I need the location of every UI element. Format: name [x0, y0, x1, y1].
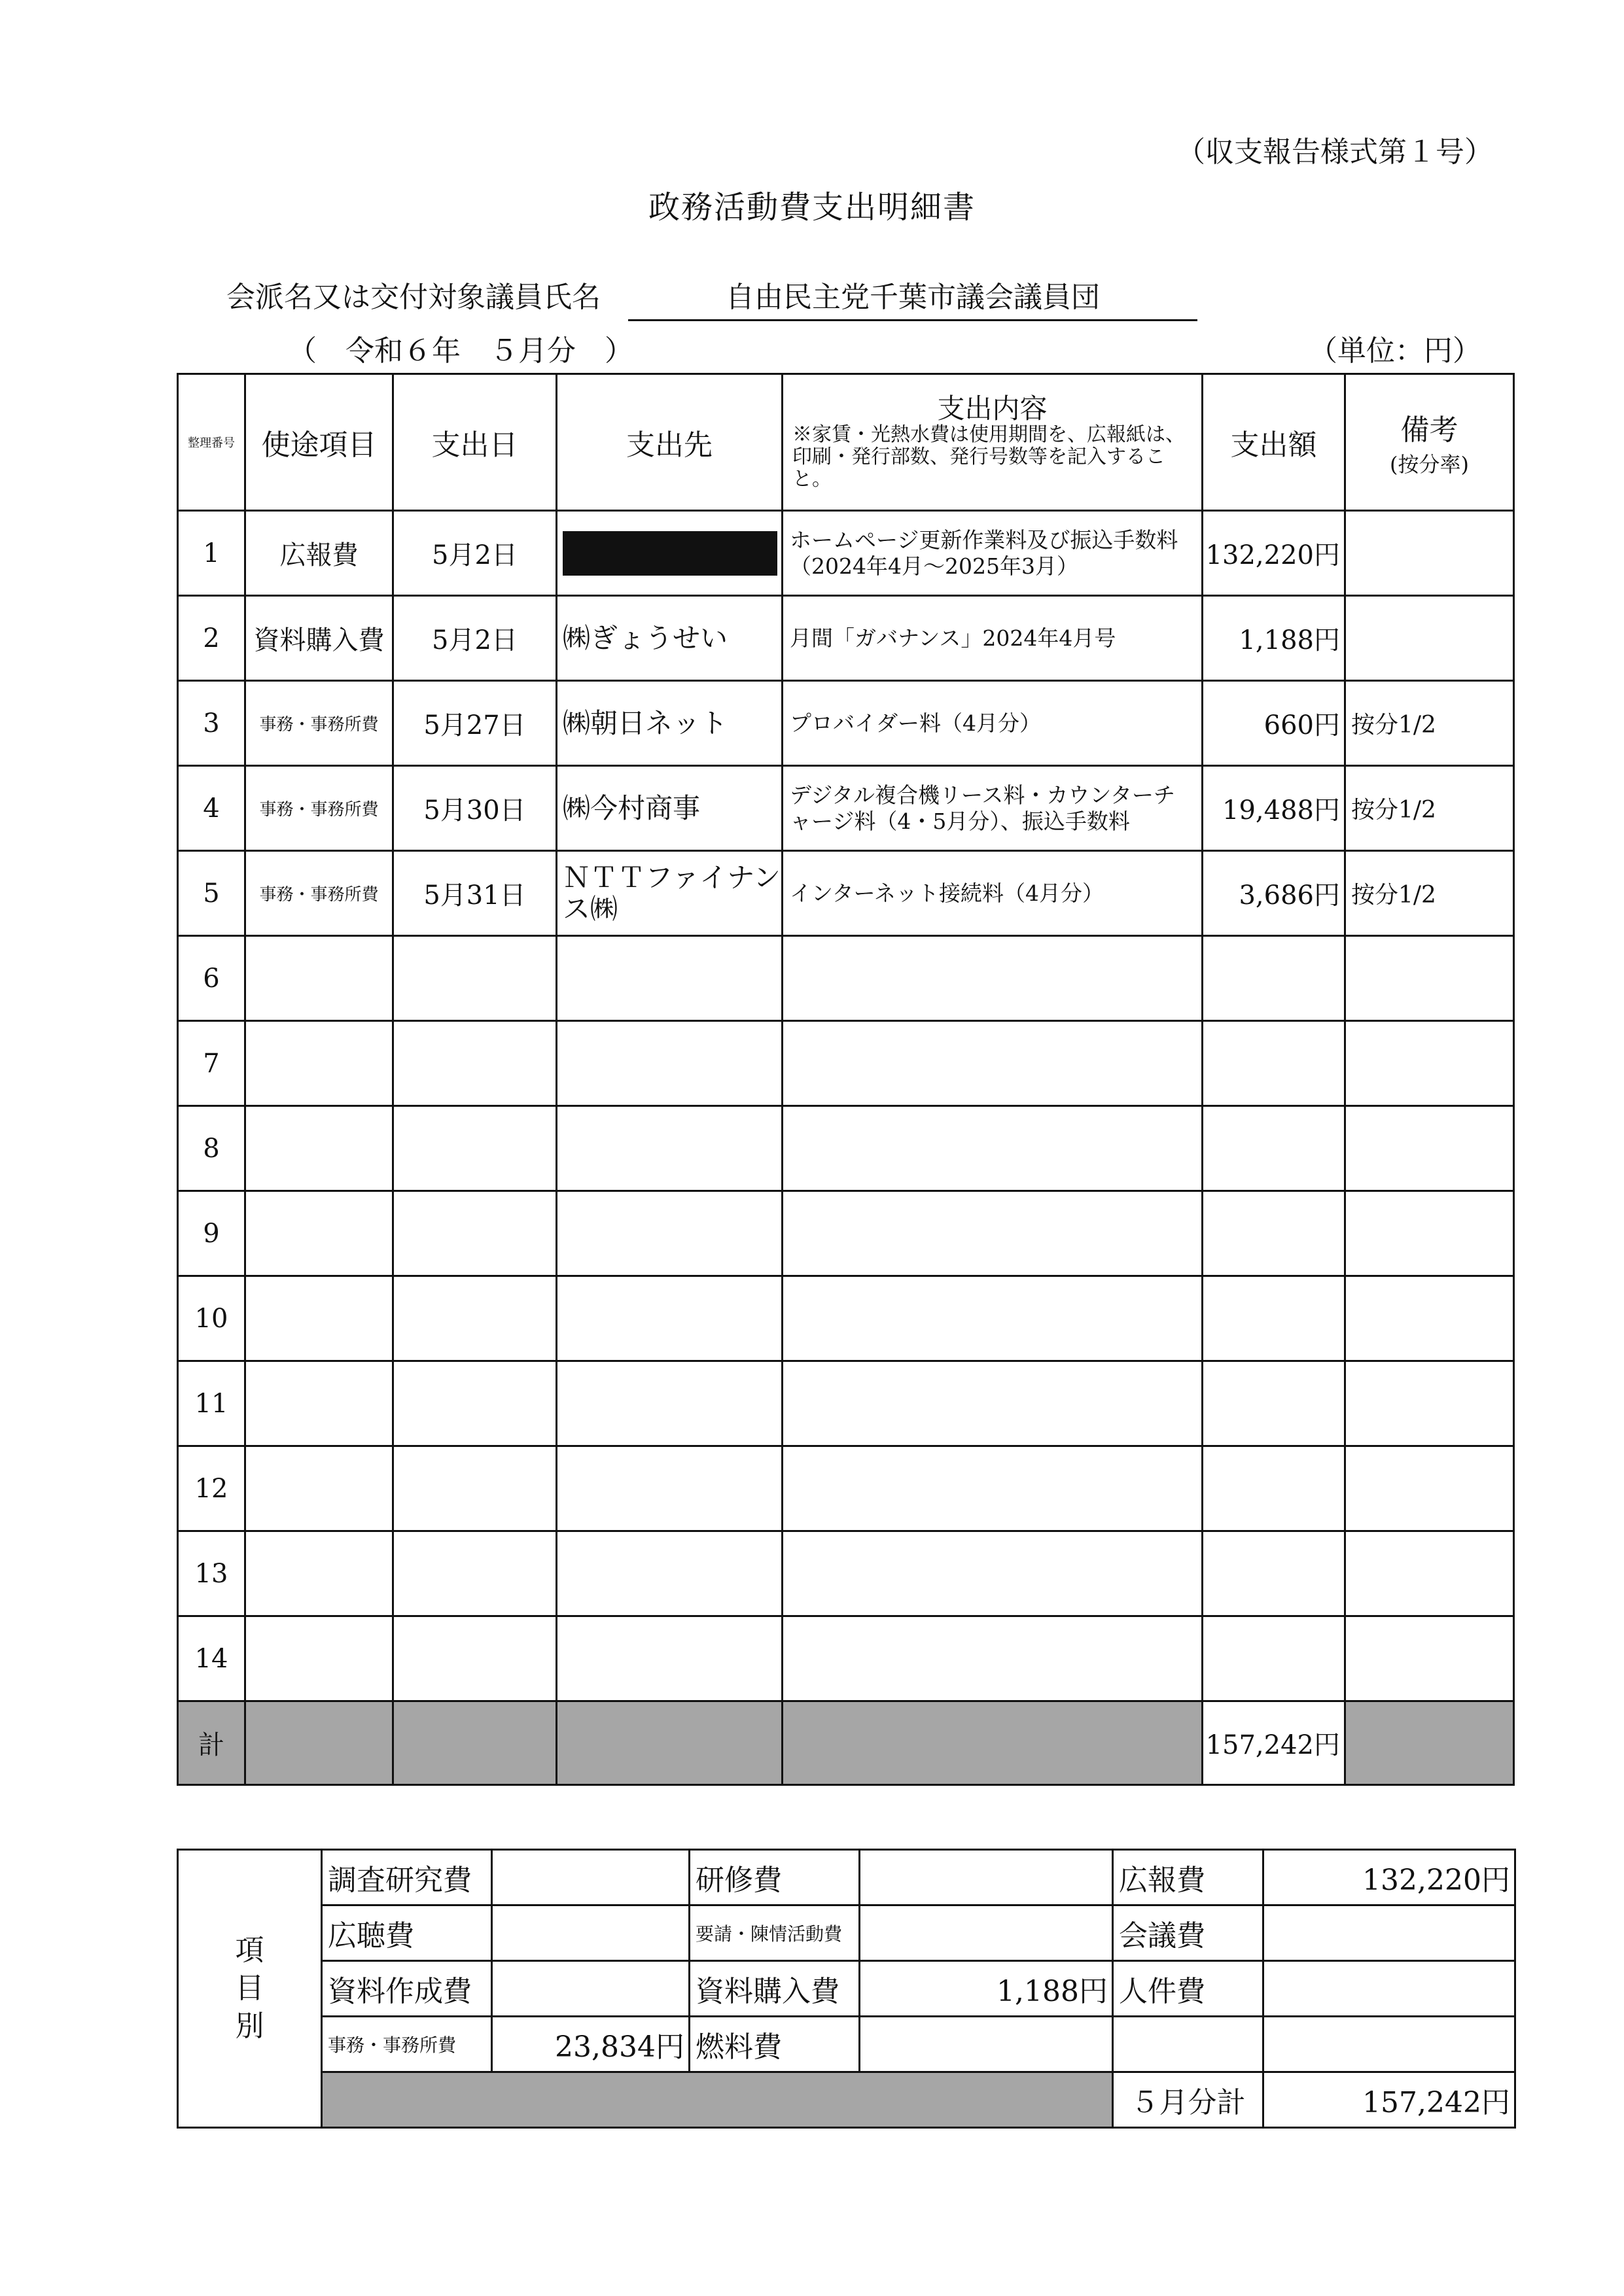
row-content: [783, 1361, 1203, 1446]
row-date: [393, 1531, 557, 1616]
empty-cell: [1263, 2017, 1515, 2072]
row-no: 10: [178, 1276, 245, 1361]
row-content: プロバイダー料（4月分）: [783, 681, 1203, 766]
row-note: [1345, 1276, 1514, 1361]
row-amount: [1203, 1021, 1345, 1106]
label-kenshu: 研修費: [690, 1850, 860, 1905]
row-purpose: [245, 1531, 393, 1616]
row-amount: [1203, 1106, 1345, 1191]
row-date: [393, 1616, 557, 1701]
row-amount: [1203, 1191, 1345, 1276]
row-purpose: [245, 1106, 393, 1191]
row-purpose: [245, 1616, 393, 1701]
row-date: [393, 1446, 557, 1531]
row-no: 4: [178, 766, 245, 851]
value-nenryou: [860, 2017, 1113, 2072]
row-date: 5月2日: [393, 511, 557, 596]
unit-label: （単位：円）: [1309, 334, 1481, 368]
table-row: [178, 1021, 1514, 1106]
row-purpose: [245, 1361, 393, 1446]
row-purpose: 広報費: [245, 511, 393, 596]
header-note: [1345, 374, 1514, 511]
row-amount: [1203, 1531, 1345, 1616]
table-row: [178, 1531, 1514, 1616]
row-content: 月間「ガバナンス」2024年4月号: [783, 596, 1203, 681]
table-row: [178, 681, 1514, 766]
value-kouchou: [492, 1905, 690, 1961]
row-payee: [557, 936, 783, 1021]
row-payee: [557, 1616, 783, 1701]
row-date: 5月31日: [393, 851, 557, 936]
row-date: 5月2日: [393, 596, 557, 681]
row-note: [1345, 1616, 1514, 1701]
value-chousa: [492, 1850, 690, 1905]
row-date: 5月27日: [393, 681, 557, 766]
row-content: ホームページ更新作業料及び振込手数料（2024年4月～2025年3月）: [783, 511, 1203, 596]
row-note: [1345, 1106, 1514, 1191]
row-date: [393, 1021, 557, 1106]
item-breakdown-text: 項目別: [235, 1934, 264, 2043]
row-payee: [557, 1276, 783, 1361]
row-no: 1: [178, 511, 245, 596]
header-payee: 支出先: [557, 374, 783, 511]
label-kouchou: 広聴費: [322, 1905, 492, 1961]
month-total-label: ５月分計: [1113, 2072, 1263, 2128]
summary-gray-cell: [322, 2072, 1113, 2128]
label-kouhou: 広報費: [1113, 1850, 1263, 1905]
row-note: [1345, 1446, 1514, 1531]
row-no: 3: [178, 681, 245, 766]
value-kaigi: [1263, 1905, 1515, 1961]
row-content: [783, 1021, 1203, 1106]
row-date: [393, 1276, 557, 1361]
row-date: [393, 936, 557, 1021]
row-purpose: [245, 1191, 393, 1276]
form-number: （収支報告様式第１号）: [1176, 135, 1493, 169]
header-content-title: 支出内容: [937, 392, 1048, 425]
row-payee: [557, 1361, 783, 1446]
row-note: [1345, 1021, 1514, 1106]
row-payee: [557, 1531, 783, 1616]
value-shiryou-kounyu: 1,188円: [860, 1961, 1113, 2017]
row-content: [783, 936, 1203, 1021]
row-content: [783, 1276, 1203, 1361]
label-nenryou: 燃料費: [690, 2017, 860, 2072]
row-note: [1345, 1191, 1514, 1276]
row-purpose: [245, 1446, 393, 1531]
header-amount: 支出額: [1203, 374, 1345, 511]
row-amount: 132,220円: [1203, 511, 1345, 596]
total-label: 計: [178, 1701, 245, 1785]
row-purpose: [245, 1276, 393, 1361]
table-row: [178, 1446, 1514, 1531]
row-note: 按分1/2: [1345, 851, 1514, 936]
row-content: [783, 1531, 1203, 1616]
row-note: 按分1/2: [1345, 681, 1514, 766]
row-payee: ㈱ぎょうせい: [557, 596, 783, 681]
row-amount: [1203, 1616, 1345, 1701]
kaiha-label: 会派名又は交付対象議員氏名: [226, 281, 601, 314]
item-breakdown-label: [178, 1850, 322, 2128]
row-amount: 3,686円: [1203, 851, 1345, 936]
row-amount: 19,488円: [1203, 766, 1345, 851]
month-total-value: 157,242円: [1263, 2072, 1515, 2128]
table-row: [178, 1106, 1514, 1191]
row-no: 11: [178, 1361, 245, 1446]
header-content: [783, 374, 1203, 511]
row-amount: 660円: [1203, 681, 1345, 766]
table-row: [178, 1276, 1514, 1361]
row-content: [783, 1446, 1203, 1531]
row-purpose: 事務・事務所費: [245, 766, 393, 851]
row-purpose: [245, 936, 393, 1021]
table-row: [178, 1616, 1514, 1701]
row-date: [393, 1106, 557, 1191]
total-row: [178, 1701, 1514, 1785]
row-payee: [557, 1106, 783, 1191]
value-jimu: 23,834円: [492, 2017, 690, 2072]
row-note: [1345, 596, 1514, 681]
period: （ 令和６年 ５月分 ）: [288, 334, 633, 368]
row-date: [393, 1361, 557, 1446]
table-row: [178, 1191, 1514, 1276]
kaiha-value: 自由民主党千葉市議会議員団: [628, 273, 1197, 321]
row-note: [1345, 1531, 1514, 1616]
value-jinken: [1263, 1961, 1515, 2017]
row-amount: [1203, 1276, 1345, 1361]
row-payee: [557, 1191, 783, 1276]
table-row: [178, 1361, 1514, 1446]
row-purpose: 事務・事務所費: [245, 681, 393, 766]
header-content-note: ※家賃・光熱水費は使用期間を、広報紙は、印刷・発行部数、発行号数等を記入すること。: [792, 423, 1185, 491]
row-no: 6: [178, 936, 245, 1021]
row-note: [1345, 1361, 1514, 1446]
row-purpose: 事務・事務所費: [245, 851, 393, 936]
label-shiryou-sakusei: 資料作成費: [322, 1961, 492, 2017]
row-amount: [1203, 1446, 1345, 1531]
total-gray-cell: [557, 1701, 783, 1785]
summary-table: [177, 1849, 1516, 2129]
row-amount: [1203, 1361, 1345, 1446]
header-no: 整理番号: [178, 374, 245, 511]
row-content: インターネット接続料（4月分）: [783, 851, 1203, 936]
total-gray-cell: [393, 1701, 557, 1785]
value-shiryou-sakusei: [492, 1961, 690, 2017]
row-date: 5月30日: [393, 766, 557, 851]
row-no: 2: [178, 596, 245, 681]
label-kaigi: 会議費: [1113, 1905, 1263, 1961]
value-kouhou: 132,220円: [1263, 1850, 1515, 1905]
row-content: [783, 1616, 1203, 1701]
empty-cell: [1113, 2017, 1263, 2072]
label-shiryou-kounyu: 資料購入費: [690, 1961, 860, 2017]
table-row: [178, 851, 1514, 936]
header-date: 支出日: [393, 374, 557, 511]
row-payee: [557, 511, 783, 596]
total-gray-cell: [783, 1701, 1203, 1785]
header-note-sub: (按分率): [1390, 452, 1469, 477]
row-purpose: [245, 1021, 393, 1106]
row-content: デジタル複合機リース料・カウンターチャージ料（4・5月分）、振込手数料: [783, 766, 1203, 851]
row-no: 5: [178, 851, 245, 936]
row-no: 8: [178, 1106, 245, 1191]
row-amount: 1,188円: [1203, 596, 1345, 681]
total-amount: 157,242円: [1203, 1701, 1345, 1785]
row-no: 13: [178, 1531, 245, 1616]
row-payee: ＮＴＴファイナンス㈱: [557, 851, 783, 936]
row-no: 9: [178, 1191, 245, 1276]
row-amount: [1203, 936, 1345, 1021]
label-jimu: 事務・事務所費: [322, 2017, 492, 2072]
row-payee: ㈱朝日ネット: [557, 681, 783, 766]
row-payee: ㈱今村商事: [557, 766, 783, 851]
row-no: 7: [178, 1021, 245, 1106]
row-date: [393, 1191, 557, 1276]
total-gray-cell: [245, 1701, 393, 1785]
table-row: [178, 596, 1514, 681]
expense-table: [177, 373, 1515, 1786]
label-chousa: 調査研究費: [322, 1850, 492, 1905]
header-purpose: 使途項目: [245, 374, 393, 511]
redaction-block: [563, 531, 777, 576]
page-title: 政務活動費支出明細書: [648, 189, 976, 226]
table-row: [178, 936, 1514, 1021]
row-note: [1345, 511, 1514, 596]
label-jinken: 人件費: [1113, 1961, 1263, 2017]
row-payee: [557, 1021, 783, 1106]
value-kenshu: [860, 1850, 1113, 1905]
row-content: [783, 1106, 1203, 1191]
row-note: [1345, 936, 1514, 1021]
row-note: 按分1/2: [1345, 766, 1514, 851]
value-yousei: [860, 1905, 1113, 1961]
row-payee: [557, 1446, 783, 1531]
table-row: [178, 511, 1514, 596]
row-purpose: 資料購入費: [245, 596, 393, 681]
label-yousei: 要請・陳情活動費: [690, 1905, 860, 1961]
header-note-title: 備考: [1400, 413, 1458, 447]
row-content: [783, 1191, 1203, 1276]
total-gray-cell: [1345, 1701, 1514, 1785]
row-no: 12: [178, 1446, 245, 1531]
table-row: [178, 766, 1514, 851]
row-no: 14: [178, 1616, 245, 1701]
